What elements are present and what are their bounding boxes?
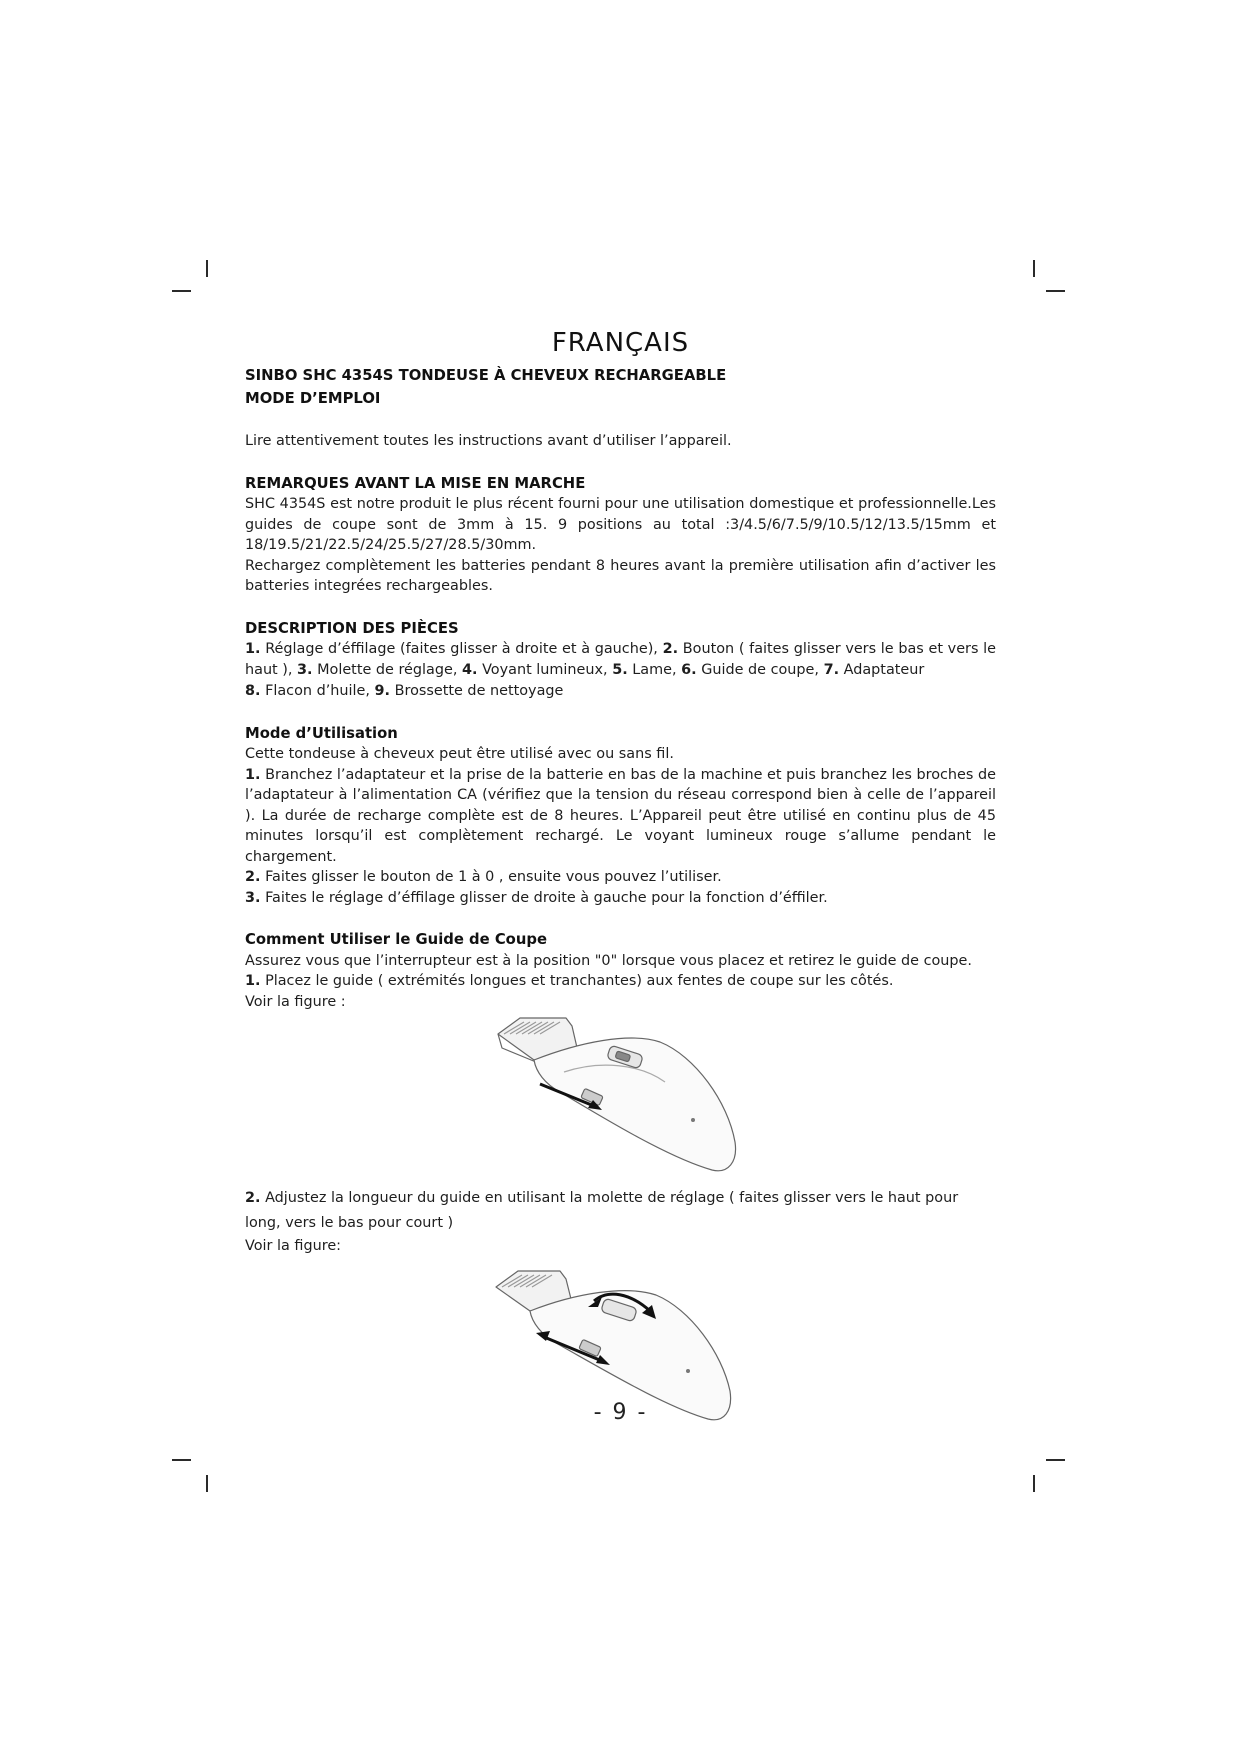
figure-1 [490,1012,750,1182]
utilisation-step-1 [245,765,996,868]
see-figure-2: Voir la figure: [245,1238,342,1254]
step-number: 2. [245,869,261,885]
page-number: - 9 - [593,1400,648,1425]
guide-intro: Assurez vous que l’interrupteur est à la position "0" lorsque vous placez et retirez le guide de coupe. [245,952,972,969]
step-text: Faites le réglage d’éffilage glisser de droite à gauche pour la fonction d’éffiler. [265,889,828,906]
step-text: Faites glisser le bouton de 1 à 0 , ensuite vous pouvez l’utiliser. [265,869,722,885]
part-label: Molette de réglage, [317,661,458,678]
part-number: 7. [823,661,840,678]
crop-mark-top-left-v [206,260,208,277]
parts-list-line-1 [245,639,996,680]
see-figure-1: Voir la figure : [245,993,346,1010]
part-label: Flacon d’huile, [265,683,370,699]
description-heading: DESCRIPTION DES PIÈCES [245,619,459,637]
intro-text: Lire attentivement toutes les instructions avant d’utiliser l’appareil. [245,433,732,449]
part-number: 5. [612,661,628,678]
part-number: 4. [462,661,478,678]
part-number: 2. [662,641,679,657]
part-number: 3. [297,661,313,678]
part-label: Brossette de nettoyage [394,683,564,699]
crop-mark-bottom-right-v [1033,1475,1035,1492]
utilisation-heading: Mode d’Utilisation [245,724,398,742]
part-label: Voyant lumineux, [482,661,608,678]
part-number: 1. [245,641,261,657]
part-number: 9. [374,683,391,699]
part-number: 6. [681,661,697,678]
part-label: Lame, [632,661,677,678]
part-label: Bouton ( faites glisser vers le bas et vers le haut ), [245,641,997,678]
manual-title: MODE D’EMPLOI [245,389,381,407]
step-number: 1. [245,766,261,783]
crop-mark-bottom-right-h [1046,1459,1065,1461]
product-title: SINBO SHC 4354S TONDEUSE À CHEVEUX RECHARGEABLE [245,367,727,384]
utilisation-step-3 [245,888,996,909]
remarques-heading: REMARQUES AVANT LA MISE EN MARCHE [245,474,586,492]
step-text: Adjustez la longueur du guide en utilisant la molette de réglage ( faites glisser vers le haut pour long, vers le bas pour court ) [245,1190,959,1231]
step-number: 2. [245,1190,261,1206]
utilisation-step-2 [245,867,996,888]
parts-list-line-2 [245,681,996,702]
crop-mark-bottom-left-v [206,1475,208,1492]
hair-clipper-guide-illustration [490,1012,750,1182]
manual-content [245,366,996,1427]
guide-step-1 [245,971,996,992]
part-number: 8. [245,683,261,699]
part-label: Réglage d’éffilage (faites glisser à droite et à gauche), [265,641,658,657]
guide-heading: Comment Utiliser le Guide de Coupe [245,931,548,948]
remarques-text-a: SHC 4354S est notre produit le plus récent fourni pour une utilisation domestique et professionnelle.Les guides de coupe sont de 3mm à 15. 9 positions au total :3/4.5/6/7.5/9/10.5/12/13.5/15mm et 18/19.5/21/22.5/24/25.5/27/28.5/30mm. [245,496,996,553]
crop-mark-bottom-left-h [172,1459,191,1461]
crop-mark-top-left-h [172,290,191,292]
guide-step-2 [245,1186,996,1236]
step-number: 1. [245,973,261,989]
utilisation-intro: Cette tondeuse à cheveux peut être utilisé avec ou sans fil. [245,746,674,762]
part-label: Guide de coupe, [701,661,819,678]
crop-mark-top-right-v [1033,260,1035,277]
step-number: 3. [245,889,261,906]
language-title: FRANÇAIS [551,328,690,358]
part-label: Adaptateur [843,661,925,678]
step-text: Placez le guide ( extrémités longues et tranchantes) aux fentes de coupe sur les côtés. [265,973,894,989]
remarques-text-b: Rechargez complètement les batteries pendant 8 heures avant la première utilisation afin d’activer les batteries integrées rechargeables. [245,557,996,594]
step-text: Branchez l’adaptateur et la prise de la batterie en bas de la machine et puis branchez les broches de l’adaptateur à l’alimentation CA (vérifiez que la tension du réseau correspond bien à celle de l’appareil ). La durée de recharge complète est de 8 heures. L’Appareil peut être utilisé en continu plus de 45 minutes lorsqu’il est complètement rechargé. Le voyant lumineux rouge s’allume pendant le chargement. [245,766,996,865]
crop-mark-top-right-h [1046,290,1065,292]
